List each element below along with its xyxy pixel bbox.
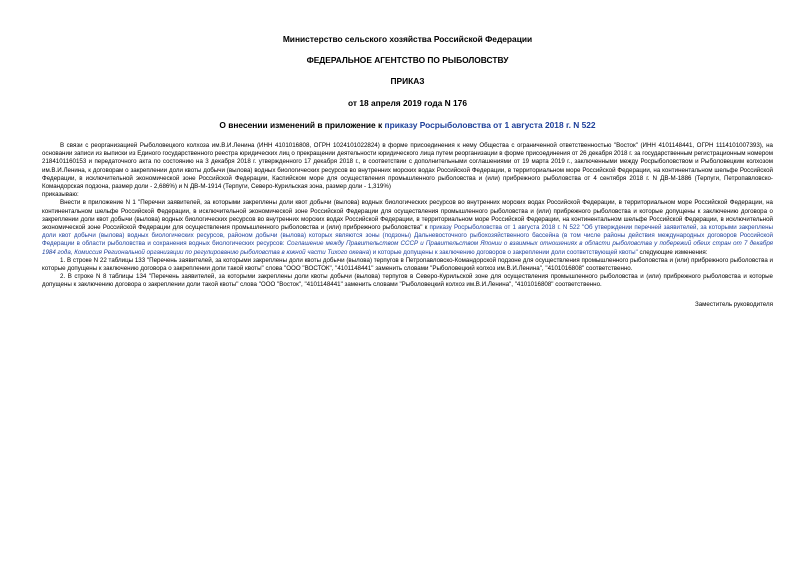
order-link-order-522[interactable]: приказу Росрыболовства от 1 августа 2018 г. N 522 <box>429 224 580 232</box>
signature-title: Заместитель руководителя <box>694 300 773 308</box>
agency-name: ФЕДЕРАЛЬНОЕ АГЕНТСТВО ПО РЫБОЛОВСТВУ <box>306 55 509 65</box>
order-word: приказываю: <box>42 191 79 199</box>
doc-title-prefix: О внесении изменений в приложение к <box>219 120 385 130</box>
order-link-agreement[interactable]: Соглашение между Правительством СССР и Правительством Японии о взаимных отношениях в области рыболовства у побережий обеих стран от 7 декабря 1984 года, Комиссия Региональной организации по регулированию рыболовства в южной части Тихого океана <box>42 240 773 256</box>
doc-title <box>42 120 773 130</box>
doc-type: ПРИКАЗ <box>390 76 425 86</box>
ministry-name: Министерство сельского хозяйства Российской Федерации <box>282 34 533 44</box>
change-item-1: 1. В строке N 22 таблицы 133 "Перечень заявителей, за которыми закреплены доли квоты добычи (вылова) терпугов в Петропавловско-Командорской подзоне для осуществления промышленного рыболовства и (или) прибрежного рыболовства и которые допущены к заключению договора о закреплении доли такой квоты" слова "ООО "ВОСТОК", "4101148441" заменить словами "Рыболовецкий колхоз им.В.И.Ленина", "4101016808" соответственно. <box>42 256 773 273</box>
doc-date-number: от 18 апреля 2019 года N 176 <box>348 98 467 108</box>
preamble-paragraph: В связи с реорганизацией Рыболовецкого колхоза им.В.И.Ленина (ИНН 4101016808, ОГРН 1024101022824) в форме присоединения к нему Общества с ограниченной ответственностью "Восток" (ИНН 4101148441, ОГРН 1114101007393), на основании записи из выписки из Единого государственного реестра юридических лиц о прекращении деятельности юридического лица путем реорганизации в форме присоединения от 26 декабря 2018 г. за государственным регистрационным номером 2184101160153 и передаточного акта по состоянию на 3 декабря 2018 г. утвержденного 17 декабря 2018 г., в соответствии с дополнительными соглашениями от 19 марта 2019 г., заключенными между Росрыболовством и Рыболовецким колхозом им.В.И.Ленина, к договорам о закреплении доли квоты добычи (вылова) водных биологических ресурсов во внутренних морских водах Российской Федерации, в территориальном море Российской Федерации, на континентальном шельфе Российской Федерации, в исключительной экономической зоне Российской Федерации, Каспийском море для осуществления промышленного рыболовства и (или) прибрежного рыболовства от 4 сентября 2018 г. N ДВ-М-1886 (Терпуги, Петропавловско-Командорская подзона, размер доли - 2,686%) и N ДВ-М-1914 (Терпуги, Северо-Курильская зона, размер доли - 1,319%) <box>42 142 773 191</box>
doc-title-link[interactable]: приказу Росрыболовства от 1 августа 2018 г. N 522 <box>384 120 596 130</box>
document-body <box>42 142 773 290</box>
order-text-3-tail: следующие изменения: <box>637 248 708 256</box>
order-text-3-blue: ) и которые допущены к заключению договоров о закреплении доли соответствующей квоты" <box>369 248 638 256</box>
order-text-1: Внести в приложение N 1 "Перечни заявителей, за которыми закреплены доли квот добычи (вылова) водных биологических ресурсов во внутренних морских водах Российской Федерации, в территориальном море Российской Федерации, на континентальном шельфе Российской Федерации, в исключительной экономической зоне Российской Федерации для осуществления промышленного рыболовства и (или) прибрежного рыболовства и которые допущены к заключению договора о закреплении доли квот добычи (вылова) водных биологических ресурсов во внутренних морских водах Российской Федерации, в территориальном море Российской Федерации, на континентальном шельфе Российской Федерации, в исключительной экономической зоне Российской Федерации для осуществления промышленного рыболовства и (или) прибрежного рыболовства" к <box>42 199 773 232</box>
change-item-2: 2. В строке N 8 таблицы 134 "Перечень заявителей, за которыми закреплены доли квоты добычи (вылова) терпугов в Северо-Курильской зоне для осуществления промышленного рыболовства и (или) прибрежного рыболовства и которые допущены к заключению договора о закреплении доли такой квоты" слова "ООО "Восток", "4101148441" заменить словами "Рыболовецкий колхоз им.В.И.Ленина", "4101016808" соответственно. <box>42 273 773 289</box>
order-paragraph <box>42 199 773 256</box>
order-text-2: "Об утверждении перечней заявителей, за которыми закреплены доли квот добычи (вылова) водных биологических ресурсов, районом добычи (вылова) которых являются зоны (подзоны) Дальневосточного рыбохозяйственного бассейна (в том числе районы действия международных договоров Российской Федерации в области рыболовства и сохранения водных биологических ресурсов: <box>42 224 773 248</box>
